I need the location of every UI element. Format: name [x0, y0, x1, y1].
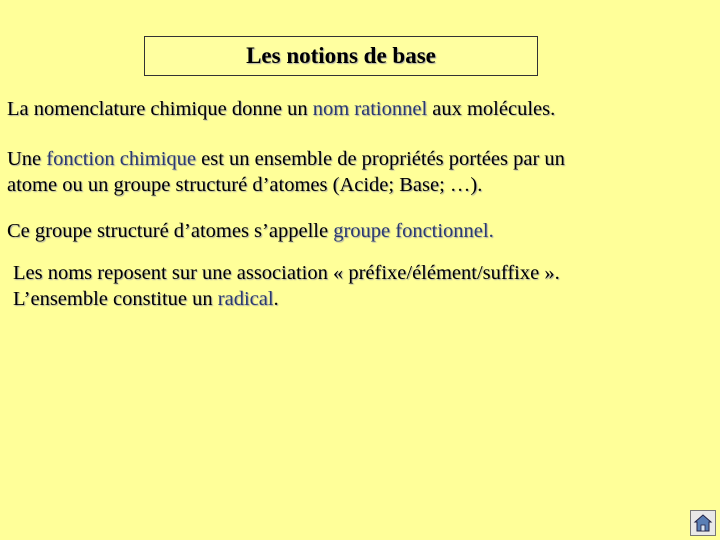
p2-text-start: Une	[7, 148, 47, 170]
paragraph-radical	[13, 260, 560, 312]
p2-text-end: est un ensemble de propriétés portées par un	[196, 148, 565, 170]
p4-line-1: Les noms reposent sur une association « préfixe/élément/suffixe ».	[13, 262, 560, 284]
paragraph-nomenclature	[7, 96, 555, 122]
p3-text-start: Ce groupe structuré d’atomes s’appelle	[7, 220, 334, 242]
term-groupe-fonctionnel: groupe fonctionnel.	[333, 220, 494, 242]
p4-text-start: L’ensemble constitue un	[13, 288, 218, 310]
paragraph-fonction-chimique	[7, 146, 565, 198]
p4-text-end: .	[273, 288, 279, 310]
p1-text-start: La nomenclature chimique donne un	[7, 98, 313, 120]
paragraph-groupe-fonctionnel	[7, 218, 494, 244]
p2-line-2: atome ou un groupe structuré d’atomes (Acide; Base; …).	[7, 174, 483, 196]
term-nom-rationnel: nom rationnel	[312, 98, 428, 120]
p1-text-end: aux molécules.	[427, 98, 556, 120]
slide-title: Les notions de base	[246, 43, 436, 68]
home-button[interactable]	[690, 510, 716, 536]
term-radical: radical	[217, 288, 274, 310]
term-fonction-chimique: fonction chimique	[46, 148, 197, 170]
home-icon	[693, 513, 713, 533]
slide-title-box	[144, 36, 538, 76]
